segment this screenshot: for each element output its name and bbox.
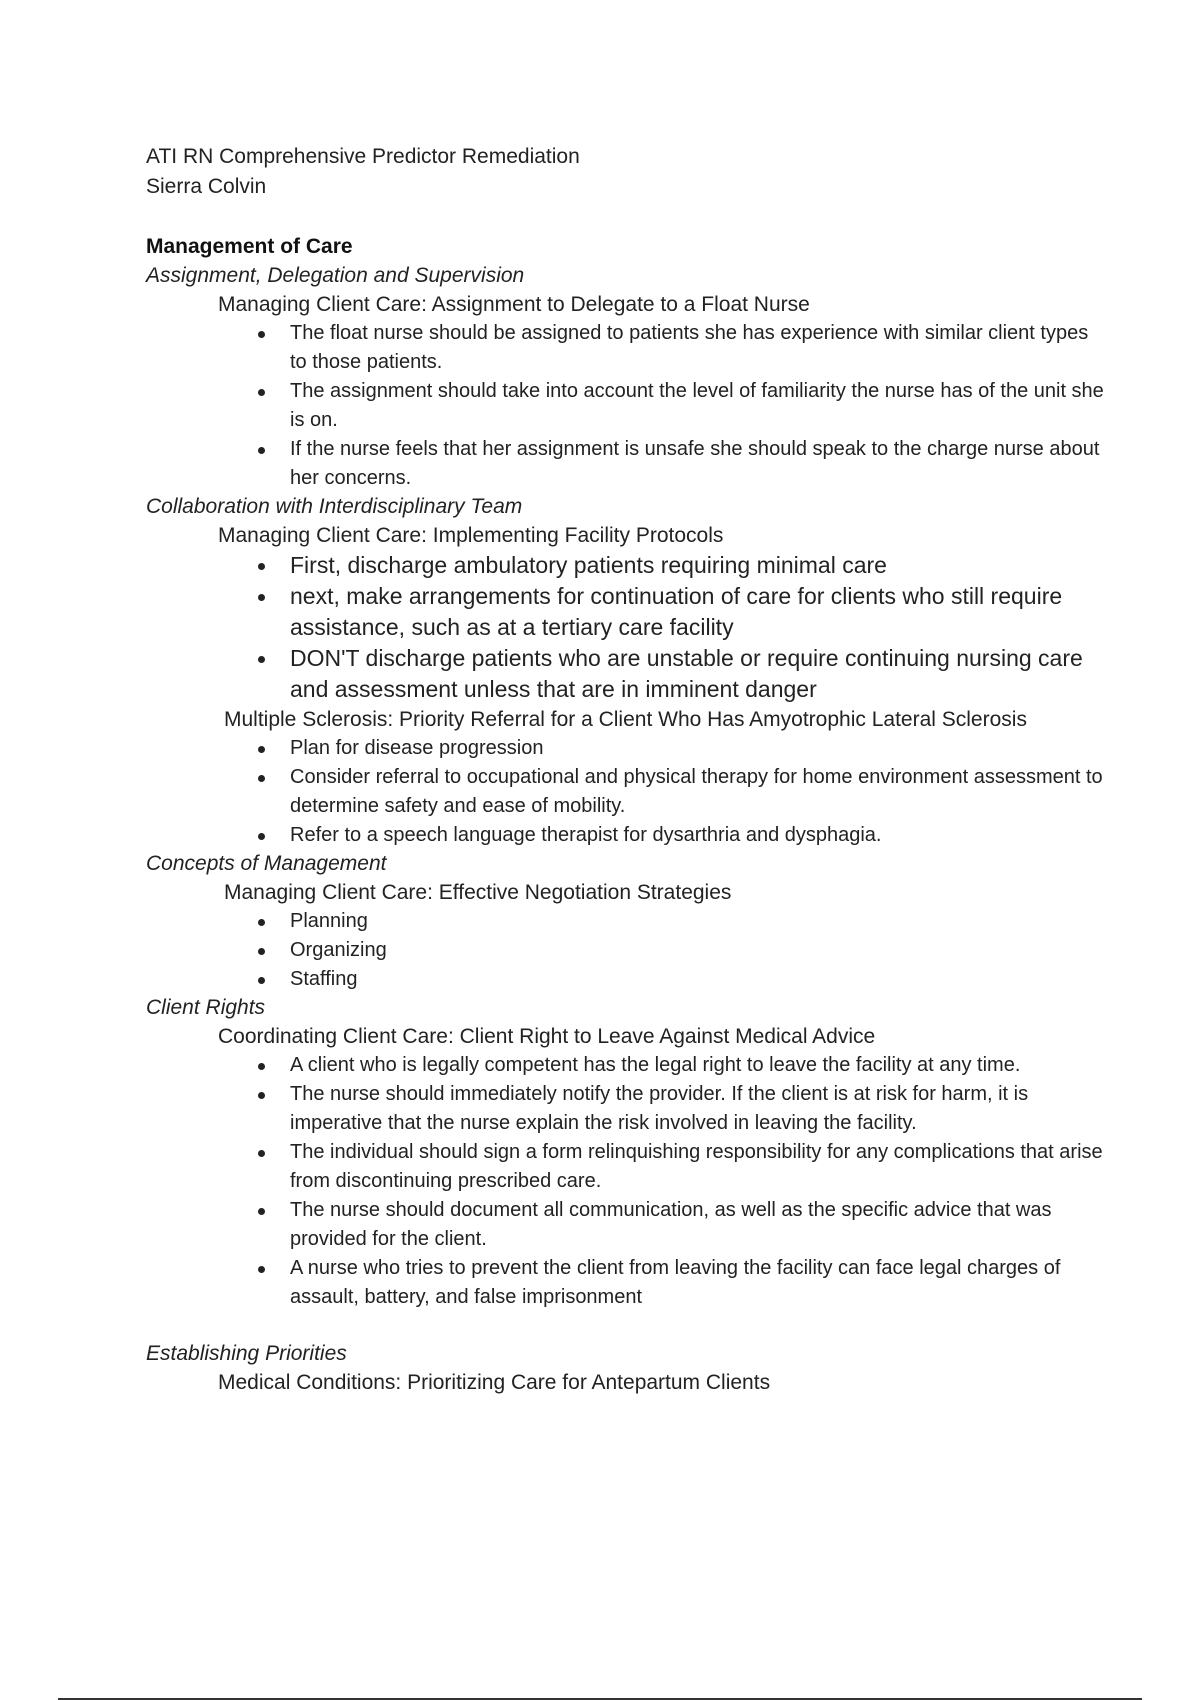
section-gap [146,1312,1106,1340]
category-heading: Management of Care [146,235,353,258]
list-item: The nurse should document all communication, as well as the specific advice that was provided for the client. [290,1196,1106,1254]
section-concepts-of-management [146,850,1106,994]
section-title: Client Rights [146,996,266,1019]
topic-title: Managing Client Care: Assignment to Delegate to a Float Nurse [218,293,810,316]
list-item: Refer to a speech language therapist for dysarthria and dysphagia. [290,821,1106,850]
document-page [146,142,1106,1397]
topic-title: Multiple Sclerosis: Priority Referral for a Client Who Has Amyotrophic Lateral Sclerosis [224,708,1027,731]
section-collaboration [146,493,1106,850]
list-item: DON'T discharge patients who are unstable or require continuing nursing care and assessment unless that are in imminent danger [290,643,1106,705]
bullet-list [146,550,1106,705]
list-item: A client who is legally competent has the legal right to leave the facility at any time. [290,1051,1106,1080]
section-title: Assignment, Delegation and Supervision [146,264,525,287]
header-spacer [146,202,1106,232]
list-item: If the nurse feels that her assignment is unsafe she should speak to the charge nurse about her concerns. [290,435,1106,493]
list-item: The float nurse should be assigned to patients she has experience with similar client types to those patients. [290,319,1106,377]
section-title: Concepts of Management [146,852,387,875]
list-item: Consider referral to occupational and physical therapy for home environment assessment to determine safety and ease of mobility. [290,763,1106,821]
topic-title: Managing Client Care: Effective Negotiation Strategies [224,881,732,904]
list-item: First, discharge ambulatory patients requiring minimal care [290,550,1106,581]
list-item: next, make arrangements for continuation of care for clients who still require assistance, such as at a tertiary care facility [290,581,1106,643]
bullet-list [146,734,1106,850]
section-establishing-priorities [146,1340,1106,1397]
bullet-list [146,319,1106,493]
section-client-rights [146,994,1106,1312]
list-item: Organizing [290,936,1106,965]
list-item: The individual should sign a form relinquishing responsibility for any complications that arise from discontinuing prescribed care. [290,1138,1106,1196]
list-item: Plan for disease progression [290,734,1106,763]
bullet-list [146,1051,1106,1312]
topic-title: Coordinating Client Care: Client Right to Leave Against Medical Advice [218,1025,876,1048]
section-assignment-delegation [146,262,1106,493]
document-author: Sierra Colvin [146,175,267,198]
section-title: Collaboration with Interdisciplinary Team [146,495,523,518]
list-item: The nurse should immediately notify the provider. If the client is at risk for harm, it is imperative that the nurse explain the risk involved in leaving the facility. [290,1080,1106,1138]
list-item: The assignment should take into account the level of familiarity the nurse has of the unit she is on. [290,377,1106,435]
bullet-list [146,907,1106,994]
list-item: A nurse who tries to prevent the client from leaving the facility can face legal charges of assault, battery, and false imprisonment [290,1254,1106,1312]
document-title: ATI RN Comprehensive Predictor Remediation [146,145,580,168]
list-item: Staffing [290,965,1106,994]
topic-title: Medical Conditions: Prioritizing Care for Antepartum Clients [218,1371,771,1394]
section-title: Establishing Priorities [146,1342,347,1365]
list-item: Planning [290,907,1106,936]
topic-title: Managing Client Care: Implementing Facility Protocols [218,524,724,547]
document-header [146,142,1106,202]
